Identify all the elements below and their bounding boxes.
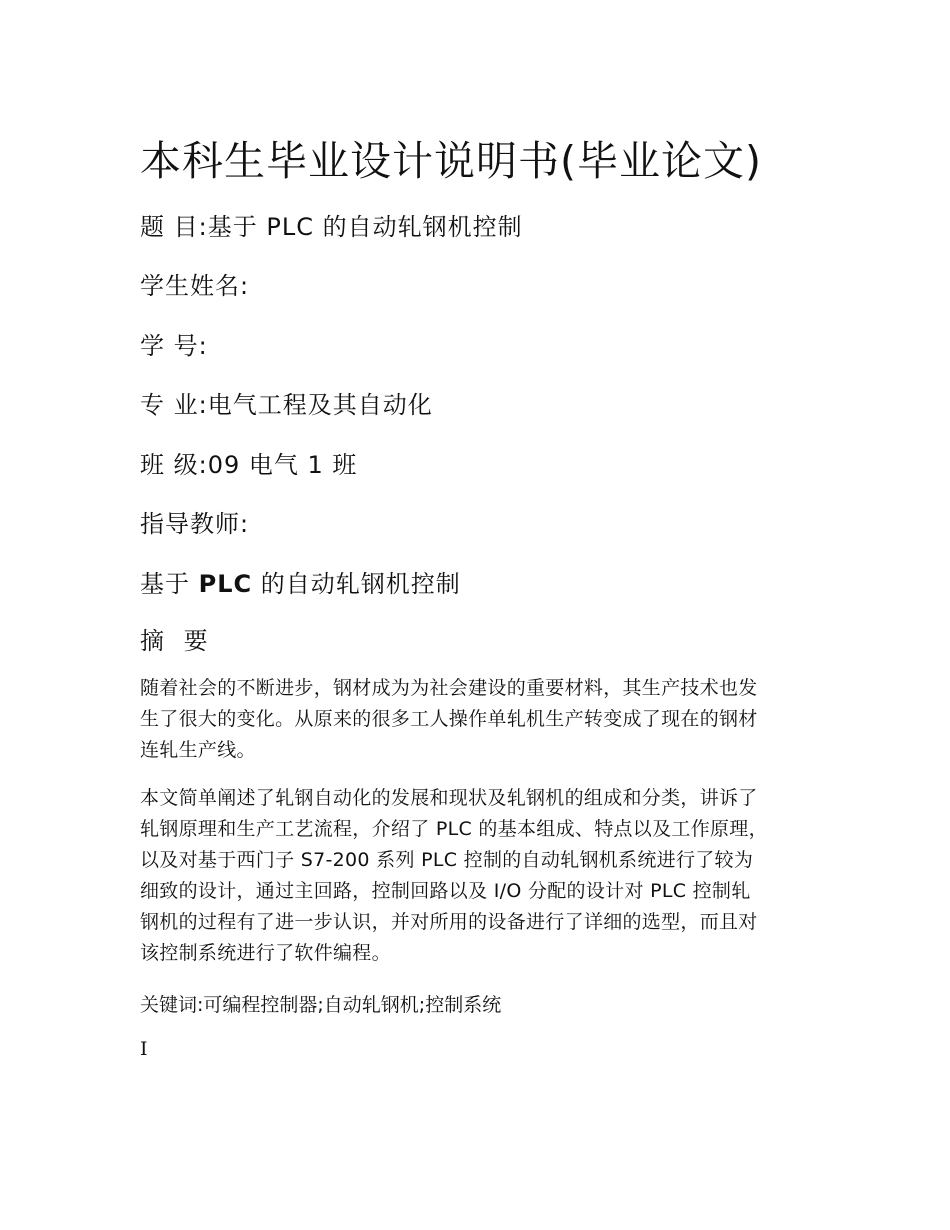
paragraph-line: 本文简单阐述了轧钢自动化的发展和现状及轧钢机的组成和分类，讲诉了: [140, 787, 758, 809]
paragraph-line: 钢机的过程有了进一步认识，并对所用的设备进行了详细的选型，而且对: [140, 911, 758, 933]
subtitle-suffix: 的自动轧钢机控制: [252, 570, 461, 598]
document-title: 本科生毕业设计说明书(毕业论文): [140, 137, 762, 185]
student-name-field: [140, 266, 249, 301]
thesis-subtitle: [140, 564, 461, 599]
paragraph-line: 轧钢原理和生产工艺流程，介绍了 PLC 的基本组成、特点以及工作原理，: [140, 818, 768, 840]
abstract-paragraph-1: [140, 673, 812, 766]
major-label: 专 业:: [140, 391, 208, 419]
paragraph-line: 连轧生产线。: [140, 739, 256, 761]
subtitle-bold: PLC: [198, 570, 253, 598]
page-number: I: [140, 1038, 148, 1060]
topic-label: 题 目:: [140, 213, 208, 241]
student-id-label: 学 号:: [140, 332, 208, 360]
advisor-label: 指导教师:: [140, 510, 250, 538]
class-label: 班 级:: [140, 451, 208, 479]
class-field: [140, 445, 357, 480]
topic-field: [140, 207, 523, 242]
paragraph-line: 细致的设计，通过主回路，控制回路以及 I/O 分配的设计对 PLC 控制轧: [140, 880, 751, 902]
abstract-heading: 摘 要: [140, 627, 214, 655]
major-field: [140, 385, 433, 420]
major-value: 电气工程及其自动化: [207, 391, 433, 419]
keywords-line: 关键词:可编程控制器;自动轧钢机;控制系统: [140, 994, 502, 1016]
paragraph-line: 以及对基于西门子 S7-200 系列 PLC 控制的自动轧钢机系统进行了较为: [140, 849, 754, 871]
class-value: 09 电气 1 班: [207, 451, 358, 479]
subtitle-prefix: 基于: [140, 570, 199, 598]
abstract-paragraph-2: [140, 783, 812, 969]
advisor-field: [140, 504, 249, 539]
paragraph-line: 该控制系统进行了软件编程。: [140, 942, 391, 964]
student-name-label: 学生姓名:: [140, 272, 250, 300]
topic-value: 基于 PLC 的自动轧钢机控制: [207, 213, 523, 241]
student-id-field: [140, 326, 208, 361]
paragraph-line: 生了很大的变化。从原来的很多工人操作单轧机生产转变成了现在的钢材: [140, 708, 758, 730]
paragraph-line: 随着社会的不断进步，钢材成为为社会建设的重要材料，其生产技术也发: [140, 677, 758, 699]
